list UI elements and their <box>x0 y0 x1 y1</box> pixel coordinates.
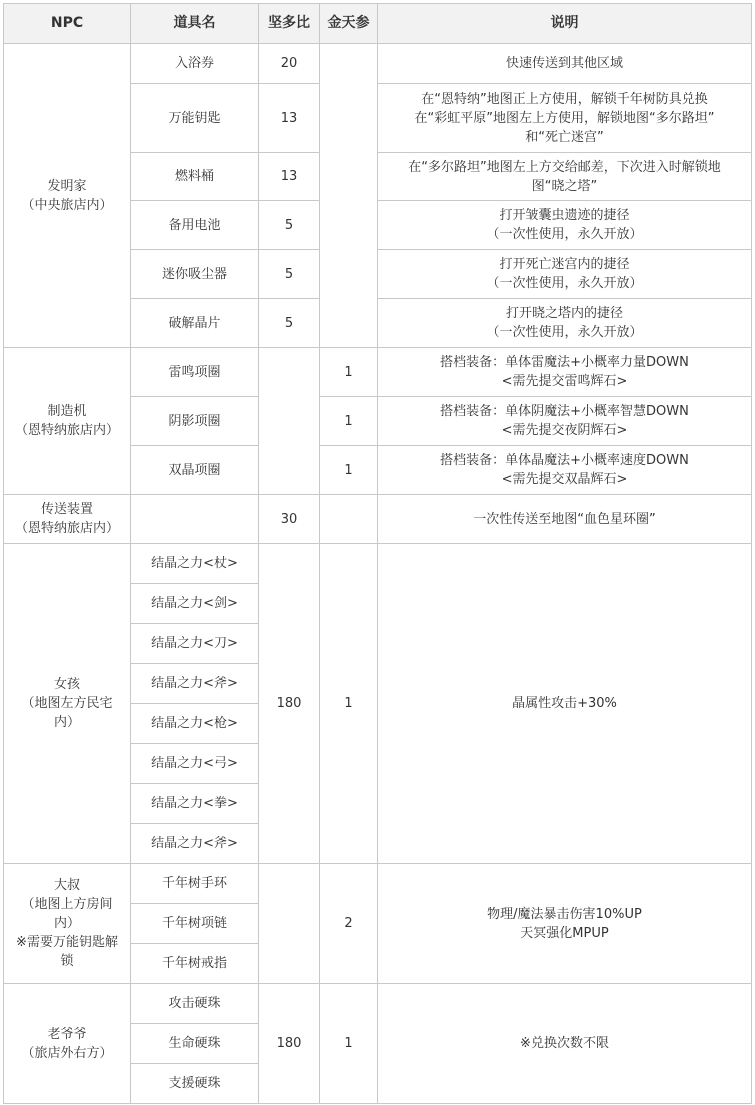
jts-cell: 1 <box>320 544 378 864</box>
table-row <box>4 984 752 1024</box>
jts-cell <box>320 44 378 348</box>
jts-cell: 1 <box>320 348 378 397</box>
item-cell: 入浴券 <box>131 44 259 84</box>
desc-cell: ※兑换次数不限 <box>378 984 752 1104</box>
item-cell: 结晶之力<拳> <box>131 784 259 824</box>
table-row <box>4 495 752 544</box>
item-cell: 攻击硬珠 <box>131 984 259 1024</box>
desc-cell: 晶属性攻击+30% <box>378 544 752 864</box>
jts-cell: 2 <box>320 864 378 984</box>
item-cell: 结晶之力<枪> <box>131 704 259 744</box>
kdb-cell <box>259 864 320 984</box>
desc-cell: 快速传送到其他区域 <box>378 44 752 84</box>
item-cell: 破解晶片 <box>131 299 259 348</box>
kdb-cell: 13 <box>259 84 320 153</box>
npc-cell-uncle: 大叔 （地图上方房间 内） ※需要万能钥匙解 锁 <box>4 864 131 984</box>
item-cell: 燃料桶 <box>131 153 259 201</box>
header-item: 道具名 <box>131 4 259 44</box>
item-cell: 双晶项圈 <box>131 446 259 495</box>
kdb-cell: 5 <box>259 250 320 299</box>
jts-cell: 1 <box>320 397 378 446</box>
kdb-cell <box>259 348 320 495</box>
kdb-cell: 180 <box>259 544 320 864</box>
desc-cell: 搭档装备：单体阴魔法+小概率智慧DOWN <需先提交夜阴辉石> <box>378 397 752 446</box>
item-cell: 结晶之力<斧> <box>131 664 259 704</box>
table-row <box>4 864 752 904</box>
item-cell: 千年树戒指 <box>131 944 259 984</box>
item-cell: 雷鸣项圈 <box>131 348 259 397</box>
item-cell: 万能钥匙 <box>131 84 259 153</box>
header-row <box>4 4 752 44</box>
desc-cell: 在“多尔路坦”地图左上方交给邮差，下次进入时解锁地 图“晓之塔” <box>378 153 752 201</box>
npc-cell-girl: 女孩 （地图左方民宅 内） <box>4 544 131 864</box>
header-kdb: 坚多比 <box>259 4 320 44</box>
npc-cell-maker: 制造机 （恩特纳旅店内） <box>4 348 131 495</box>
item-cell: 备用电池 <box>131 201 259 250</box>
kdb-cell: 13 <box>259 153 320 201</box>
desc-cell: 打开晓之塔内的捷径 （一次性使用，永久开放） <box>378 299 752 348</box>
item-cell: 结晶之力<弓> <box>131 744 259 784</box>
kdb-cell: 180 <box>259 984 320 1104</box>
item-cell: 结晶之力<刀> <box>131 624 259 664</box>
jts-cell: 1 <box>320 984 378 1104</box>
item-cell: 千年树项链 <box>131 904 259 944</box>
desc-cell: 搭档装备：单体晶魔法+小概率速度DOWN <需先提交双晶辉石> <box>378 446 752 495</box>
kdb-cell: 20 <box>259 44 320 84</box>
kdb-cell: 5 <box>259 201 320 250</box>
desc-cell: 打开皱囊虫遗迹的捷径 （一次性使用，永久开放） <box>378 201 752 250</box>
desc-cell: 在“恩特纳”地图正上方使用，解锁千年树防具兑换 在“彩虹平原”地图左上方使用，解锁地图“多尔路坦” 和“死亡迷宫” <box>378 84 752 153</box>
item-cell: 结晶之力<剑> <box>131 584 259 624</box>
item-cell: 千年树手环 <box>131 864 259 904</box>
table-row <box>4 44 752 84</box>
item-cell: 生命硬珠 <box>131 1024 259 1064</box>
exchange-table <box>3 3 752 1104</box>
table-row <box>4 348 752 397</box>
table-row <box>4 544 752 584</box>
item-cell <box>131 495 259 544</box>
header-npc: NPC <box>4 4 131 44</box>
item-cell: 结晶之力<斧> <box>131 824 259 864</box>
item-cell: 支援硬珠 <box>131 1064 259 1104</box>
item-cell: 结晶之力<杖> <box>131 544 259 584</box>
desc-cell: 打开死亡迷宫内的捷径 （一次性使用，永久开放） <box>378 250 752 299</box>
header-desc: 说明 <box>378 4 752 44</box>
desc-cell: 物理/魔法暴击伤害10%UP 天冥强化MPUP <box>378 864 752 984</box>
npc-cell-inventor: 发明家 （中央旅店内） <box>4 44 131 348</box>
npc-cell-grandpa: 老爷爷 （旅店外右方） <box>4 984 131 1104</box>
kdb-cell: 5 <box>259 299 320 348</box>
jts-cell <box>320 495 378 544</box>
desc-cell: 一次性传送至地图“血色星环圈” <box>378 495 752 544</box>
npc-cell-teleporter: 传送装置 （恩特纳旅店内） <box>4 495 131 544</box>
desc-cell: 搭档装备：单体雷魔法+小概率力量DOWN <需先提交雷鸣辉石> <box>378 348 752 397</box>
item-cell: 阴影项圈 <box>131 397 259 446</box>
header-jts: 金天参 <box>320 4 378 44</box>
item-cell: 迷你吸尘器 <box>131 250 259 299</box>
kdb-cell: 30 <box>259 495 320 544</box>
jts-cell: 1 <box>320 446 378 495</box>
